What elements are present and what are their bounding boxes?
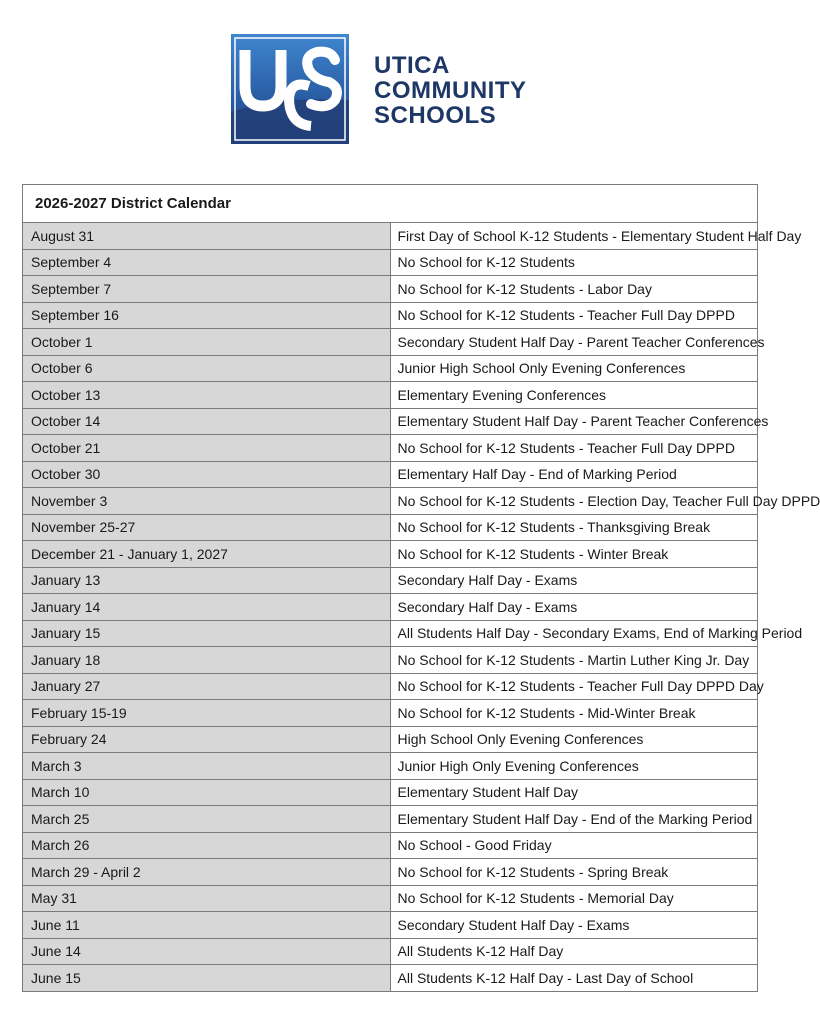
- calendar-row: [23, 276, 758, 303]
- calendar-date-cell: October 21: [23, 435, 391, 462]
- calendar-row: [23, 859, 758, 886]
- calendar-event-cell: Secondary Student Half Day - Parent Teacher Conferences: [390, 329, 758, 356]
- calendar-title-row: [23, 185, 758, 223]
- calendar-date-cell: February 15-19: [23, 700, 391, 727]
- calendar-row: [23, 567, 758, 594]
- calendar-row: [23, 329, 758, 356]
- calendar-row: [23, 912, 758, 939]
- calendar-date-cell: February 24: [23, 726, 391, 753]
- calendar-event-cell: No School for K-12 Students - Teacher Full Day DPPD: [390, 435, 758, 462]
- calendar-event-cell: No School for K-12 Students - Labor Day: [390, 276, 758, 303]
- calendar-event-cell: Secondary Student Half Day - Exams: [390, 912, 758, 939]
- calendar-row: [23, 885, 758, 912]
- calendar-date-cell: September 16: [23, 302, 391, 329]
- calendar-date-cell: October 13: [23, 382, 391, 409]
- calendar-event-cell: Junior High Only Evening Conferences: [390, 753, 758, 780]
- calendar-event-cell: Elementary Student Half Day - Parent Teacher Conferences: [390, 408, 758, 435]
- calendar-event-cell: Junior High School Only Evening Conferences: [390, 355, 758, 382]
- calendar-date-cell: May 31: [23, 885, 391, 912]
- calendar-date-cell: November 3: [23, 488, 391, 515]
- calendar-row: [23, 806, 758, 833]
- calendar-row: [23, 647, 758, 674]
- calendar-event-cell: No School for K-12 Students - Spring Break: [390, 859, 758, 886]
- calendar-event-cell: No School for K-12 Students: [390, 249, 758, 276]
- calendar-row: [23, 594, 758, 621]
- calendar-row: [23, 461, 758, 488]
- calendar-date-cell: August 31: [23, 223, 391, 250]
- calendar-date-cell: September 4: [23, 249, 391, 276]
- calendar-row: [23, 435, 758, 462]
- calendar-date-cell: October 1: [23, 329, 391, 356]
- calendar-date-cell: March 29 - April 2: [23, 859, 391, 886]
- calendar-date-cell: June 14: [23, 938, 391, 965]
- calendar-date-cell: October 14: [23, 408, 391, 435]
- calendar-date-cell: October 6: [23, 355, 391, 382]
- calendar-event-cell: No School - Good Friday: [390, 832, 758, 859]
- calendar-date-cell: March 10: [23, 779, 391, 806]
- calendar-event-cell: Secondary Half Day - Exams: [390, 594, 758, 621]
- calendar-date-cell: January 27: [23, 673, 391, 700]
- calendar-event-cell: All Students K-12 Half Day: [390, 938, 758, 965]
- calendar-date-cell: September 7: [23, 276, 391, 303]
- calendar-row: [23, 249, 758, 276]
- calendar-date-cell: December 21 - January 1, 2027: [23, 541, 391, 568]
- calendar-row: [23, 488, 758, 515]
- district-wordmark: [374, 51, 526, 128]
- calendar-date-cell: June 15: [23, 965, 391, 992]
- calendar-row: [23, 223, 758, 250]
- calendar-row: [23, 382, 758, 409]
- calendar-row: [23, 541, 758, 568]
- calendar-date-cell: March 26: [23, 832, 391, 859]
- calendar-row: [23, 832, 758, 859]
- wordmark-line-2: COMMUNITY: [374, 76, 527, 104]
- calendar-event-cell: High School Only Evening Conferences: [390, 726, 758, 753]
- calendar-row: [23, 355, 758, 382]
- wordmark-line-3: SCHOOLS: [374, 101, 497, 129]
- calendar-row: [23, 779, 758, 806]
- calendar-event-cell: Elementary Student Half Day: [390, 779, 758, 806]
- calendar-date-cell: January 18: [23, 647, 391, 674]
- ucs-logo-mark: [231, 34, 349, 144]
- calendar-row: [23, 673, 758, 700]
- ucs-logo-icon: [231, 34, 349, 144]
- calendar-date-cell: March 3: [23, 753, 391, 780]
- calendar-row: [23, 620, 758, 647]
- calendar-event-cell: No School for K-12 Students - Memorial Day: [390, 885, 758, 912]
- calendar-event-cell: No School for K-12 Students - Martin Luther King Jr. Day: [390, 647, 758, 674]
- calendar-event-cell: No School for K-12 Students - Teacher Full Day DPPD: [390, 302, 758, 329]
- calendar-event-cell: All Students K-12 Half Day - Last Day of School: [390, 965, 758, 992]
- calendar-row: [23, 302, 758, 329]
- calendar-event-cell: All Students Half Day - Secondary Exams, End of Marking Period: [390, 620, 758, 647]
- calendar-date-cell: March 25: [23, 806, 391, 833]
- wordmark-line-1: UTICA: [374, 51, 450, 79]
- calendar-event-cell: Secondary Half Day - Exams: [390, 567, 758, 594]
- calendar-event-cell: Elementary Half Day - End of Marking Period: [390, 461, 758, 488]
- calendar-title: 2026-2027 District Calendar: [23, 185, 758, 223]
- calendar-row: [23, 514, 758, 541]
- calendar-event-cell: Elementary Student Half Day - End of the Marking Period: [390, 806, 758, 833]
- calendar-event-cell: No School for K-12 Students - Thanksgiving Break: [390, 514, 758, 541]
- calendar-row: [23, 753, 758, 780]
- calendar-date-cell: January 15: [23, 620, 391, 647]
- calendar-row: [23, 938, 758, 965]
- calendar-date-cell: January 14: [23, 594, 391, 621]
- calendar-event-cell: No School for K-12 Students - Election Day, Teacher Full Day DPPD: [390, 488, 758, 515]
- calendar-row: [23, 965, 758, 992]
- calendar-event-cell: First Day of School K-12 Students - Elementary Student Half Day: [390, 223, 758, 250]
- calendar-row: [23, 408, 758, 435]
- calendar-row: [23, 726, 758, 753]
- calendar-date-cell: November 25-27: [23, 514, 391, 541]
- calendar-date-cell: October 30: [23, 461, 391, 488]
- district-calendar-table: [22, 184, 820, 992]
- calendar-event-cell: No School for K-12 Students - Winter Break: [390, 541, 758, 568]
- district-logo: [231, 34, 526, 144]
- calendar-date-cell: June 11: [23, 912, 391, 939]
- calendar-event-cell: Elementary Evening Conferences: [390, 382, 758, 409]
- calendar-row: [23, 700, 758, 727]
- calendar-event-cell: No School for K-12 Students - Mid-Winter Break: [390, 700, 758, 727]
- calendar-date-cell: January 13: [23, 567, 391, 594]
- calendar-event-cell: No School for K-12 Students - Teacher Full Day DPPD Day: [390, 673, 758, 700]
